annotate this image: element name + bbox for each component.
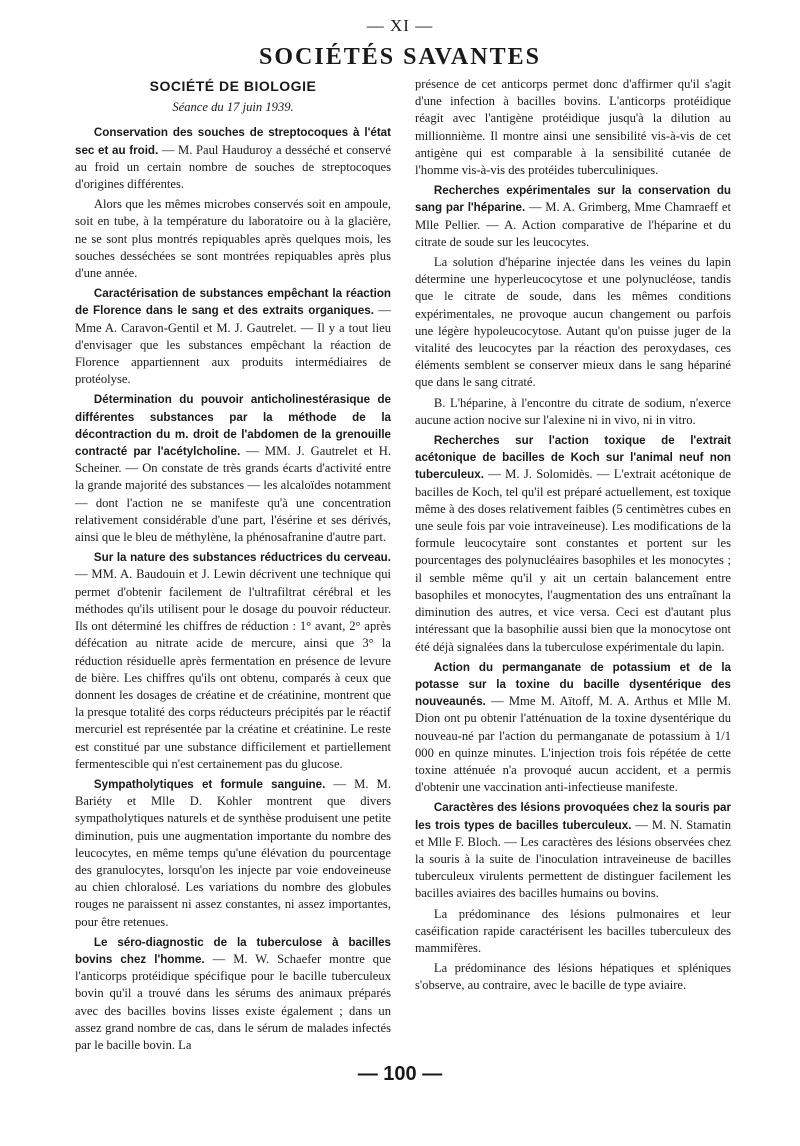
article-text: — MM. A. Baudouin et J. Lewin décrivent une technique qui permet d'obtenir facilement de l'ultrafiltrat cérébral et les méthodes qu'ils utilisent pour le dosage du pouvoir réducteur. Ils ont déterminé les chiffres de réduction : 1° avant, 2° après défécation au nitrate acide de mercure, ainsi que 3° la réduction résiduelle après fermentation en présence de levure de bière. Les chiffres qu'ils ont obtenu, comparés à ceux que donnent les dosages de créatine et de créatinine, montrent que la presque totalité des corps réducteurs précipités par le réactif mercuriel est représentée par la créatine et créatinine. Le reste est constitué par une substance difficilement et partiellement fermentescible qui n'est certainement pas du glucose. bbox=[75, 567, 391, 771]
page-number: — 100 — bbox=[357, 1063, 443, 1085]
session-date: Séance du 17 juin 1939. bbox=[172, 100, 294, 115]
article-title: Le séro-diagnostic de la tuberculose à bacilles bovins chez l'homme. bbox=[75, 935, 391, 966]
article-paragraph bbox=[415, 432, 731, 656]
page-title: SOCIÉTÉS SAVANTES bbox=[259, 44, 541, 70]
article-text: — Mme A. Caravon-Gentil et M. J. Gautrelet. — Il y a tout lieu d'envisager que les substances empêchant la réaction de Florence appartiennent aux produits intermédiaires de protéolyse. bbox=[75, 303, 391, 387]
article-paragraph bbox=[415, 799, 731, 902]
article-paragraph bbox=[415, 254, 731, 392]
article-text: — M. A. Grimberg, Mme Chamraeff et Mlle Pellier. — A. Action comparative de l'héparine et du citrate de soude sur les leucocytes. bbox=[415, 200, 731, 249]
article-title: Recherches expérimentales sur la conservation du sang par l'héparine. bbox=[415, 184, 731, 215]
article-paragraph bbox=[75, 124, 391, 193]
article-text: B. L'héparine, à l'encontre du citrate de sodium, n'exerce aucune action nocive sur l'alexine ni in vivo, ni in vitro. bbox=[415, 395, 731, 427]
society-name: SOCIÉTÉ DE BIOLOGIE bbox=[149, 78, 317, 94]
article-paragraph bbox=[75, 196, 391, 282]
article-text: — MM. J. Gautrelet et H. Scheiner. — On constate de très grands écarts d'activité entre la grande majorité des substances — les alcaloïdes notamment — dont l'action ne se manifeste qu'à une concentration relativement considérable d'une part, l'ésérine et ses dérivés, ainsi que le bleu de méthylène, la phénosafranine d'autre part. bbox=[75, 444, 391, 545]
article-paragraph bbox=[415, 395, 731, 429]
article-paragraph bbox=[415, 659, 731, 797]
article-title: Caractérisation de substances empêchant la réaction de Florence dans le sang et des extraits organiques. bbox=[75, 287, 391, 318]
article-paragraph bbox=[75, 549, 391, 773]
article-text: — M. Paul Hauduroy a desséché et conservé au froid un certain nombre de souches de streptocoques d'origines différentes. bbox=[75, 142, 391, 192]
article-paragraph bbox=[75, 391, 391, 546]
article-paragraph bbox=[75, 776, 391, 931]
article-title: Sur la nature des substances réductrices du cerveau. bbox=[93, 551, 391, 565]
right-column bbox=[415, 76, 731, 998]
article-paragraph bbox=[415, 906, 731, 958]
article-paragraph bbox=[75, 285, 391, 388]
article-text: Alors que les mêmes microbes conservés soit en ampoule, soit en tube, à la température du laboratoire ou à la glacière, ne se sont plus montrés repiquables après quelques mois, les souches desséchées se sont montrées repiquables après plus d'une année. bbox=[75, 197, 391, 281]
article-title: Détermination du pouvoir anticholinestérasique de différentes substances par la méthode de la décontraction du m. droit de l'abdomen de la grenouille contracté par l'acétylcholine. bbox=[75, 393, 391, 459]
article-text: La solution d'héparine injectée dans les veines du lapin détermine une hyperleucocytose et une polynucléose, tandis que le citrate de soude, dans les mêmes conditions expérimentales, ne provoque aucun changement ou parfois une légère hypoleucocytose. Autant qu'on puisse juger de la vitalité des leucocytes par la réaction des peroxydases, ces éléments semblent se conserver mieux dans le sang hépariné que dans le sang citraté. bbox=[415, 255, 731, 390]
article-title: Action du permanganate de potassium et de la potasse sur la toxine du bacille dysentérique des nouveaunés. bbox=[415, 660, 731, 709]
article-text: présence de cet anticorps permet donc d'affirmer qu'il s'agit d'une infection à bacilles bovins. L'anticorps protéidique réagit avec l'antigène protéidique jusqu'à la dilution au millionnième. Il montre ainsi une sensibilité vis-à-vis de cet antigène qui est comparable à la sensibilité cutanée de l'homme vis-à-vis des protéides tuberculiniques. bbox=[415, 77, 731, 178]
article-paragraph bbox=[75, 934, 391, 1054]
left-column bbox=[75, 76, 391, 1057]
article-text: — Mme M. Aïtoff, M. A. Arthus et Mlle M. Dion ont pu obtenir l'atténuation de la toxine dysentérique du nouveau-né par l'action du permanganate de potassium à 1/1 000 en quinze minutes. L'injection trois fois répétée de cette toxine atténuée n'a provoqué aucun accident, et a permis d'obtenir une vaccination anti-infectieuse manifeste. bbox=[415, 694, 731, 795]
article-text: — M. N. Stamatin et Mlle F. Bloch. — Les caractères des lésions observées chez la souris à la suite de l'inoculation intraveineuse de bacilles tuberculeux virulents permettent de distinguer facilement les bacilles aviaires des bacilles humains ou bovins. bbox=[415, 817, 731, 901]
article-title: Sympatholytiques et formule sanguine. bbox=[93, 777, 326, 791]
article-title: Conservation des souches de streptocoques à l'état sec et au froid. bbox=[75, 126, 391, 157]
article-text: — M. W. Schaefer montre que l'anticorps protéidique spécifique pour le bacille tuberculeux bovin qu'il a trouvé dans les sérums des animaux préparés avec des bacilles bovins lisses existe également ; dans un assez grand nombre de cas, dans le sérum de malades infectés par le bacille bovin. La bbox=[75, 951, 391, 1052]
page-roman-numeral: — XI — bbox=[366, 16, 434, 35]
article-paragraph bbox=[415, 76, 731, 179]
article-paragraph bbox=[415, 182, 731, 251]
article-text: La prédominance des lésions pulmonaires et leur caséification rapide caractérisent les bacilles tuberculeux des mammifères. bbox=[415, 906, 731, 955]
article-text: — M. M. Bariéty et Mlle D. Kohler montrent que divers sympatholytiques naturels et de synthèse produisent une petite diminution, puis une augmentation importante du nombre des leucocytes, en même temps qu'une élévation du pourcentage des granulocytes, lorsqu'on les injecte par voie endoveineuse au chien chloralosé. Les variations du nombre des globules rouges ne paraissent ni assez constantes, ni assez importantes, pour être retenues. bbox=[75, 776, 391, 929]
article-paragraph bbox=[415, 960, 731, 994]
article-text: — M. J. Solomidès. — L'extrait acétonique de bacilles de Koch, tel qu'il est préparé actuellement, est toxique même à des doses relativement faibles (5 centimètres cubes en une seule fois par voie intraveineuse). Les modifications de la formule leucocytaire sont constantes et portent sur les pourcentages des polynucléaires basophiles et les monocytes ; il semble même qu'il y ait un certain balancement entre basophiles et monocytes, l'augmentation des uns entraînant la diminution des autres, et vice versa. Ceci est d'autant plus intéressant que la basophilie aussi bien que la monocytose ont été déjà signalées dans la tuberculose expérimentale du lapin. bbox=[415, 467, 731, 654]
article-title: Recherches sur l'action toxique de l'extrait acétonique de bacilles de Koch sur l'animal neuf non tuberculeux. bbox=[415, 434, 731, 482]
article-title: Caractères des lésions provoquées chez la souris par les trois types de bacilles tuberculeux. bbox=[415, 801, 731, 832]
article-text: La prédominance des lésions hépatiques et spléniques s'observe, au contraire, avec le bacille de type aviaire. bbox=[415, 961, 731, 993]
